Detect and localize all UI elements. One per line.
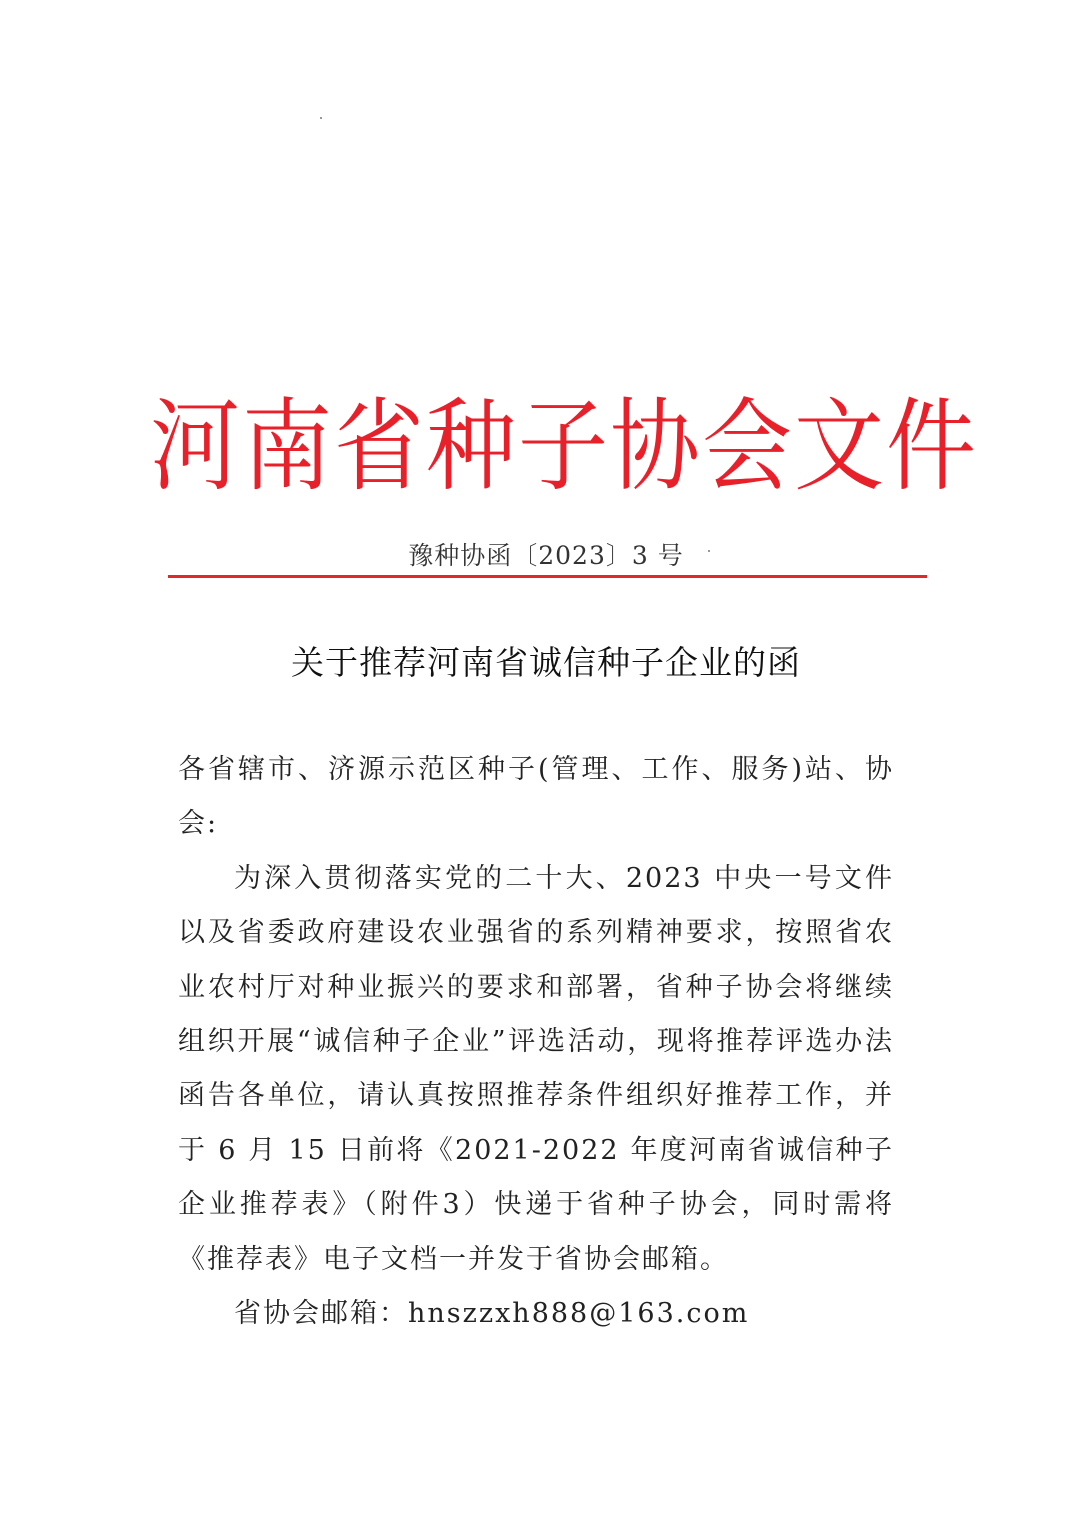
document-title: 关于推荐河南省诚信种子企业的函 bbox=[291, 643, 801, 682]
red-divider-rule bbox=[168, 575, 927, 578]
email-address: hnszzxh888@163.com bbox=[408, 1298, 750, 1330]
masthead-title: 河南省种子协会文件 bbox=[150, 388, 978, 506]
salutation: 各省辖市、济源示范区种子(管理、工作、服务)站、协会: bbox=[178, 754, 894, 840]
body-paragraph: 为深入贯彻落实党的二十大、2023 中央一号文件以及省委政府建设农业强省的系列精神要求，按照省农业农村厅对种业振兴的要求和部署，省种子协会将继续组织开展“诚信种子企业”评选活动，现将推荐评选办法函告各单位，请认真按照推荐条件组织好推荐工作，并于 6 月 15 日前将《2021-2022 年度河南省诚信种子企业推荐表》（附件3）快递于省种子协会，同时需将《推荐表》电子文档一并发于省协会邮箱。 bbox=[178, 862, 894, 1275]
document-number: 豫种协函〔2023〕3 号 bbox=[408, 541, 684, 570]
document-body bbox=[178, 743, 894, 1341]
email-line bbox=[178, 1287, 894, 1341]
scan-speck bbox=[320, 117, 322, 119]
email-label: 省协会邮箱： bbox=[234, 1298, 408, 1330]
